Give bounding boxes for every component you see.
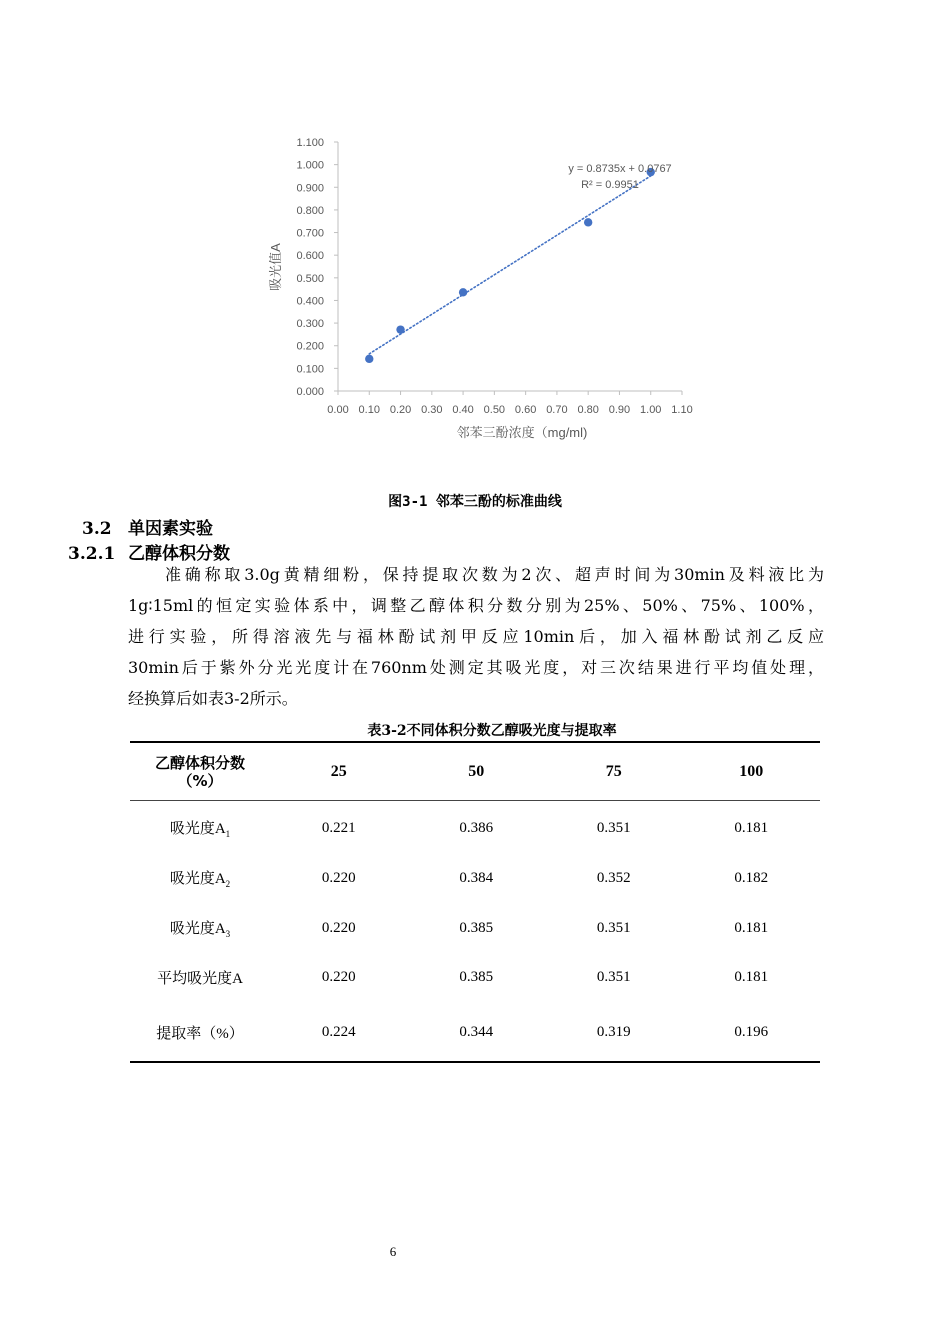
table-cell: 0.181	[734, 969, 769, 985]
subsection-title: 乙醇体积分数	[128, 544, 230, 564]
y-tick-label: 0.300	[296, 318, 324, 331]
paragraph-line: 进行实验，所得溶液先与福林酚试剂甲反应10min后，加入福林酚试剂乙反应	[128, 627, 824, 646]
table-cell: 0.385	[459, 969, 494, 985]
table-row	[130, 1002, 820, 1062]
x-tick-label: 0.80	[577, 404, 599, 416]
table-row	[130, 953, 820, 1002]
y-tick-label: 0.400	[296, 295, 324, 308]
x-tick-label: 1.00	[640, 404, 662, 416]
x-tick-label: 0.30	[421, 404, 443, 416]
y-tick-label: 0.900	[296, 182, 324, 195]
x-tick-label: 0.90	[608, 404, 631, 416]
table-cell: 0.220	[321, 919, 356, 936]
row-label: 吸光度$A_3$	[169, 921, 231, 939]
linear-trendline	[369, 176, 650, 354]
table-cell: 0.344	[459, 1023, 494, 1040]
data-point	[365, 355, 373, 363]
r-squared-label: R² = 0.9951	[581, 179, 639, 191]
paragraph-line: 30min后于紫外分光光度计在760nm处测定其吸光度，对三次结果进行平均值处理，	[128, 658, 824, 677]
header-ethanol-fraction: 乙醇体积分数 （%）	[154, 753, 245, 790]
section-number: 3.2	[82, 519, 112, 539]
standard-curve-chart	[250, 125, 740, 455]
section-heading	[82, 514, 213, 539]
table-cell: 0.319	[596, 1023, 631, 1040]
x-tick-label: 1.10	[671, 404, 693, 416]
y-tick-label: 0.700	[296, 227, 324, 240]
table-cell: 0.385	[459, 919, 494, 936]
y-tick-label: 0.000	[296, 386, 324, 398]
y-tick-label: 1.100	[296, 137, 324, 149]
data-point	[584, 218, 592, 226]
trendline-equation: y = 0.8735x + 0.0767	[568, 163, 672, 175]
paragraph-line: 1g∶15ml的恒定实验体系中，调整乙醇体积分数分别为25%、50%、75%、100%，	[128, 596, 824, 615]
table-cell: 0.352	[596, 869, 631, 886]
table-cell: 0.351	[596, 919, 631, 936]
y-tick-label: 0.600	[296, 250, 324, 263]
table-caption: 表3-2不同体积分数乙醇吸光度与提取率	[367, 723, 617, 739]
table-row	[130, 853, 820, 903]
table-cell: 0.181	[734, 919, 769, 936]
page-number: 6	[389, 1244, 397, 1259]
figure-caption: 图3-1 邻苯三酚的标准曲线	[388, 494, 562, 510]
x-tick-label: 0.20	[389, 404, 412, 416]
data-point	[396, 325, 404, 333]
row-label: 提取率（%）	[156, 1025, 244, 1042]
y-tick-label: 0.100	[296, 363, 324, 376]
y-tick-label: 1.000	[296, 159, 324, 172]
header-col: 75	[605, 762, 622, 780]
y-tick-label: 0.500	[296, 272, 324, 285]
table-row	[130, 903, 820, 953]
table-cell: 0.181	[734, 819, 769, 836]
absorbance-table	[130, 743, 820, 1062]
table-cell: 0.224	[321, 1023, 356, 1040]
table-cell: 0.351	[596, 969, 631, 985]
y-tick-label: 0.800	[296, 204, 324, 217]
subsection-heading	[68, 539, 230, 564]
header-col: 100	[739, 762, 764, 780]
paragraph-line: 准确称取3.0g黄精细粉，保持提取次数为2次、超声时间为30min及料液比为	[165, 565, 824, 584]
section-title: 单因素实验	[128, 519, 213, 539]
table-cell: 0.386	[459, 819, 494, 836]
table-cell: 0.351	[596, 819, 631, 836]
table-cell: 0.182	[734, 869, 769, 886]
x-axis-label: 邻苯三酚浓度（mg/ml)	[456, 425, 588, 440]
header-col: 50	[468, 762, 485, 780]
table-header-row	[130, 743, 820, 800]
header-col: 25	[330, 762, 347, 780]
x-tick-label: 0.10	[358, 404, 380, 416]
x-tick-label: 0.60	[514, 404, 537, 416]
table-row	[130, 800, 820, 853]
table-cell: 0.221	[321, 819, 356, 836]
table-cell: 0.196	[734, 1023, 769, 1040]
y-tick-label: 0.200	[296, 340, 324, 353]
table-cell: 0.220	[321, 969, 356, 985]
row-label: 平均吸光度A	[157, 971, 243, 987]
table-cell: 0.384	[459, 869, 494, 886]
paragraph-line: 经换算后如表3-2所示。	[128, 689, 298, 708]
data-point	[459, 288, 467, 296]
table-cell: 0.220	[321, 869, 356, 886]
row-label: 吸光度$A_1$	[169, 821, 231, 839]
x-tick-label: 0.40	[452, 404, 474, 416]
y-axis-label: 吸光值A	[268, 243, 283, 291]
row-label: 吸光度$A_2$	[169, 871, 231, 889]
x-tick-label: 0.00	[327, 404, 349, 416]
x-tick-label: 0.70	[546, 404, 568, 416]
x-tick-label: 0.50	[483, 404, 506, 416]
subsection-number: 3.2.1	[68, 544, 116, 564]
